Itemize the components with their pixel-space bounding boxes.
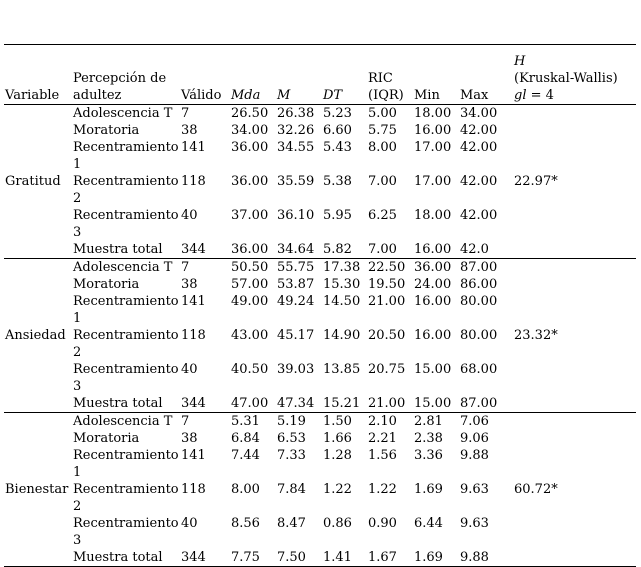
cell-valido: 7 xyxy=(181,414,190,429)
header-ric: RIC (IQR) xyxy=(368,71,404,103)
cell-max: 9.63 xyxy=(460,516,489,531)
cell-m: 55.75 xyxy=(277,260,315,275)
cell-valido: 38 xyxy=(181,123,198,138)
cell-m: 7.50 xyxy=(277,550,306,565)
cell-ric: 0.90 xyxy=(368,516,397,531)
cell-mda: 7.75 xyxy=(231,550,260,565)
cell-ric: 22.50 xyxy=(368,260,406,275)
row-label: Moratoria xyxy=(73,431,140,446)
cell-valido: 118 xyxy=(181,174,206,189)
cell-dt: 1.50 xyxy=(323,414,352,429)
cell-mda: 8.56 xyxy=(231,516,260,531)
row-label: Recentramiento 3 xyxy=(73,208,179,240)
cell-valido: 344 xyxy=(181,242,206,257)
variable-name: Ansiedad xyxy=(5,328,66,343)
cell-m: 49.24 xyxy=(277,294,315,309)
cell-min: 3.36 xyxy=(414,448,443,463)
cell-ric: 7.00 xyxy=(368,174,397,189)
cell-max: 7.06 xyxy=(460,414,489,429)
cell-max: 80.00 xyxy=(460,294,498,309)
cell-ric: 19.50 xyxy=(368,277,406,292)
cell-valido: 38 xyxy=(181,431,198,446)
header-valido: Válido xyxy=(181,88,222,103)
variable-name: Gratitud xyxy=(5,174,61,189)
cell-mda: 40.50 xyxy=(231,362,269,377)
cell-m: 34.55 xyxy=(277,140,315,155)
cell-valido: 7 xyxy=(181,106,190,121)
cell-m: 35.59 xyxy=(277,174,315,189)
header-dt: DT xyxy=(323,88,343,103)
cell-ric: 2.21 xyxy=(368,431,397,446)
cell-ric: 20.50 xyxy=(368,328,406,343)
cell-ric: 2.10 xyxy=(368,414,397,429)
cell-min: 1.69 xyxy=(414,482,443,497)
cell-m: 45.17 xyxy=(277,328,315,343)
cell-m: 39.03 xyxy=(277,362,315,377)
cell-mda: 36.00 xyxy=(231,242,269,257)
cell-max: 9.63 xyxy=(460,482,489,497)
row-label: Moratoria xyxy=(73,277,140,292)
cell-ric: 8.00 xyxy=(368,140,397,155)
cell-dt: 15.21 xyxy=(323,396,361,411)
cell-min: 36.00 xyxy=(414,260,452,275)
cell-max: 42.00 xyxy=(460,140,498,155)
cell-mda: 36.00 xyxy=(231,140,269,155)
cell-valido: 7 xyxy=(181,260,190,275)
header-gl-value: = 4 xyxy=(526,88,554,103)
cell-max: 42.0 xyxy=(460,242,489,257)
cell-valido: 40 xyxy=(181,362,198,377)
cell-mda: 49.00 xyxy=(231,294,269,309)
cell-min: 16.00 xyxy=(414,242,452,257)
cell-mda: 8.00 xyxy=(231,482,260,497)
cell-mda: 47.00 xyxy=(231,396,269,411)
cell-dt: 14.50 xyxy=(323,294,361,309)
cell-min: 1.69 xyxy=(414,550,443,565)
cell-dt: 14.90 xyxy=(323,328,361,343)
cell-max: 87.00 xyxy=(460,396,498,411)
cell-valido: 344 xyxy=(181,396,206,411)
cell-mda: 5.31 xyxy=(231,414,260,429)
cell-m: 34.64 xyxy=(277,242,315,257)
row-label: Muestra total xyxy=(73,242,163,257)
header-h xyxy=(513,45,636,105)
cell-dt: 1.41 xyxy=(323,550,352,565)
cell-m: 7.33 xyxy=(277,448,306,463)
cell-min: 18.00 xyxy=(414,106,452,121)
cell-ric: 1.56 xyxy=(368,448,397,463)
cell-max: 9.88 xyxy=(460,448,489,463)
cell-max: 68.00 xyxy=(460,362,498,377)
group-gratitud xyxy=(4,105,636,259)
cell-ric: 21.00 xyxy=(368,294,406,309)
header-min: Min xyxy=(414,88,440,103)
cell-dt: 0.86 xyxy=(323,516,352,531)
cell-valido: 141 xyxy=(181,448,206,463)
cell-m: 32.26 xyxy=(277,123,315,138)
cell-valido: 40 xyxy=(181,516,198,531)
cell-dt: 5.38 xyxy=(323,174,352,189)
cell-mda: 37.00 xyxy=(231,208,269,223)
cell-valido: 141 xyxy=(181,140,206,155)
header-h-symbol: H xyxy=(514,54,526,69)
cell-m: 26.38 xyxy=(277,106,315,121)
table-row xyxy=(4,105,636,123)
row-label: Recentramiento 1 xyxy=(73,140,179,172)
cell-valido: 40 xyxy=(181,208,198,223)
cell-ric: 21.00 xyxy=(368,396,406,411)
cell-valido: 344 xyxy=(181,550,206,565)
cell-dt: 5.43 xyxy=(323,140,352,155)
cell-max: 42.00 xyxy=(460,174,498,189)
table-row xyxy=(4,259,636,277)
cell-max: 42.00 xyxy=(460,208,498,223)
header-mda: Mda xyxy=(231,88,261,103)
cell-mda: 7.44 xyxy=(231,448,260,463)
cell-max: 87.00 xyxy=(460,260,498,275)
cell-mda: 43.00 xyxy=(231,328,269,343)
kruskal-wallis-h: 22.97* xyxy=(514,174,558,189)
row-label: Muestra total xyxy=(73,550,163,565)
cell-dt: 5.95 xyxy=(323,208,352,223)
results-table-container xyxy=(4,44,636,567)
cell-dt: 1.66 xyxy=(323,431,352,446)
table-row xyxy=(4,413,636,431)
cell-valido: 141 xyxy=(181,294,206,309)
row-label: Adolescencia T xyxy=(73,260,173,275)
kruskal-wallis-h: 60.72* xyxy=(514,482,558,497)
header-h-test: (Kruskal-Wallis) xyxy=(514,71,618,86)
cell-m: 36.10 xyxy=(277,208,315,223)
cell-max: 9.88 xyxy=(460,550,489,565)
cell-ric: 1.67 xyxy=(368,550,397,565)
cell-max: 80.00 xyxy=(460,328,498,343)
cell-mda: 50.50 xyxy=(231,260,269,275)
cell-ric: 7.00 xyxy=(368,242,397,257)
cell-dt: 15.30 xyxy=(323,277,361,292)
cell-valido: 118 xyxy=(181,482,206,497)
header-max: Max xyxy=(460,88,489,103)
cell-ric: 20.75 xyxy=(368,362,406,377)
header-gl-symbol: gl xyxy=(514,88,527,103)
row-label: Recentramiento 1 xyxy=(73,448,179,480)
cell-m: 47.34 xyxy=(277,396,315,411)
kruskal-wallis-h: 23.32* xyxy=(514,328,558,343)
cell-m: 5.19 xyxy=(277,414,306,429)
cell-dt: 5.23 xyxy=(323,106,352,121)
cell-min: 16.00 xyxy=(414,123,452,138)
cell-max: 42.00 xyxy=(460,123,498,138)
row-label: Muestra total xyxy=(73,396,163,411)
cell-ric: 5.00 xyxy=(368,106,397,121)
cell-min: 16.00 xyxy=(414,328,452,343)
header-row xyxy=(4,45,636,105)
header-variable: Variable xyxy=(5,88,60,103)
cell-dt: 5.82 xyxy=(323,242,352,257)
row-label: Recentramiento 2 xyxy=(73,174,179,206)
table-header xyxy=(4,45,636,105)
cell-dt: 6.60 xyxy=(323,123,352,138)
cell-dt: 1.22 xyxy=(323,482,352,497)
cell-mda: 36.00 xyxy=(231,174,269,189)
cell-min: 16.00 xyxy=(414,294,452,309)
cell-min: 2.38 xyxy=(414,431,443,446)
group-ansiedad xyxy=(4,259,636,413)
cell-max: 86.00 xyxy=(460,277,498,292)
cell-ric: 1.22 xyxy=(368,482,397,497)
cell-dt: 17.38 xyxy=(323,260,361,275)
cell-m: 7.84 xyxy=(277,482,306,497)
cell-min: 2.81 xyxy=(414,414,443,429)
cell-mda: 26.50 xyxy=(231,106,269,121)
cell-m: 6.53 xyxy=(277,431,306,446)
row-label: Recentramiento 2 xyxy=(73,482,179,514)
row-label: Moratoria xyxy=(73,123,140,138)
header-m: M xyxy=(277,88,291,103)
row-label: Recentramiento 1 xyxy=(73,294,179,326)
row-label: Adolescencia T xyxy=(73,414,173,429)
cell-ric: 6.25 xyxy=(368,208,397,223)
cell-min: 24.00 xyxy=(414,277,452,292)
cell-max: 9.06 xyxy=(460,431,489,446)
cell-mda: 34.00 xyxy=(231,123,269,138)
cell-min: 17.00 xyxy=(414,174,452,189)
header-percepcion: Percepción de adultez xyxy=(73,71,167,103)
row-label: Recentramiento 3 xyxy=(73,516,179,548)
cell-valido: 38 xyxy=(181,277,198,292)
cell-mda: 6.84 xyxy=(231,431,260,446)
cell-mda: 57.00 xyxy=(231,277,269,292)
row-label: Adolescencia T xyxy=(73,106,173,121)
cell-min: 6.44 xyxy=(414,516,443,531)
variable-name: Bienestar xyxy=(5,482,69,497)
results-table xyxy=(4,44,636,567)
row-label: Recentramiento 3 xyxy=(73,362,179,394)
group-bienestar xyxy=(4,413,636,567)
cell-m: 53.87 xyxy=(277,277,315,292)
cell-dt: 13.85 xyxy=(323,362,361,377)
cell-dt: 1.28 xyxy=(323,448,352,463)
cell-ric: 5.75 xyxy=(368,123,397,138)
cell-min: 15.00 xyxy=(414,362,452,377)
cell-min: 18.00 xyxy=(414,208,452,223)
cell-valido: 118 xyxy=(181,328,206,343)
cell-m: 8.47 xyxy=(277,516,306,531)
cell-min: 15.00 xyxy=(414,396,452,411)
cell-max: 34.00 xyxy=(460,106,498,121)
row-label: Recentramiento 2 xyxy=(73,328,179,360)
cell-min: 17.00 xyxy=(414,140,452,155)
